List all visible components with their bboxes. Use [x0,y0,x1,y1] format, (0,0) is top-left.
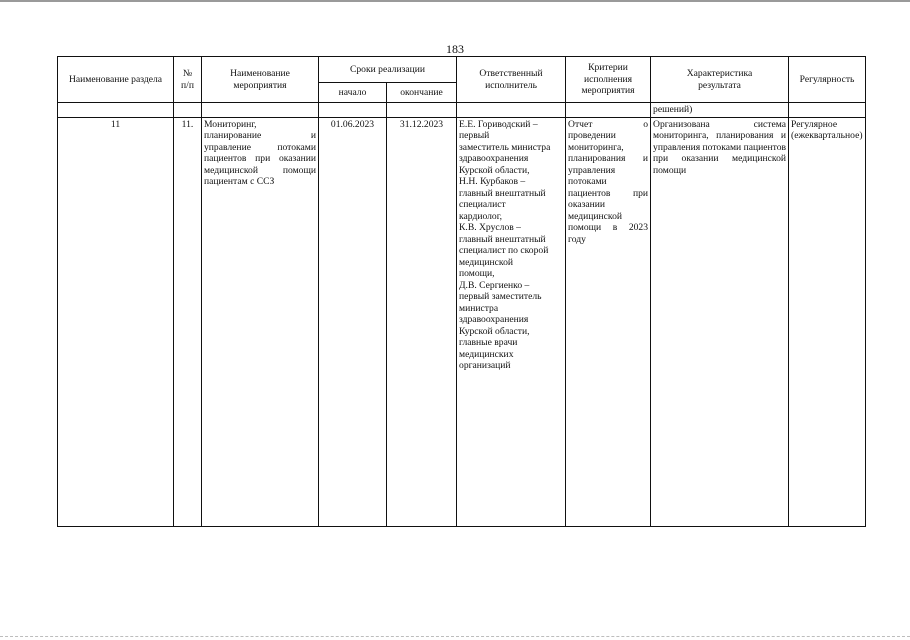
page-number: 183 [446,42,464,56]
header-start: начало [319,83,387,103]
continuation-text: решений) [651,103,789,118]
cell-criteria: Отчет о проведении мониторинга, планирования и управления потоками пациентов при оказании медицинской помощи в 2023 году [566,117,651,526]
header-number: № п/п [174,57,202,103]
cell-regularity: Регулярное (ежеквартальное) [789,117,866,526]
header-responsible: Ответственный исполнитель [457,57,566,103]
cell-end: 31.12.2023 [387,117,457,526]
cell-event: Мониторинг, планирование и управление потоками пациентов при оказании медицинской помощи пациентам с ССЗ [202,117,319,526]
scan-top-border [0,0,910,2]
continuation-row [58,103,866,118]
header-end: окончание [387,83,457,103]
measures-table [57,56,866,527]
cell-number: 11. [174,117,202,526]
table-row [58,117,866,526]
header-section-name: Наименование раздела [58,57,174,103]
cell-section: 11 [58,117,174,526]
cell-responsible: Е.Е. Гориводский – первый заместитель министра здравоохранения Курской области, Н.Н. Курбаков – главный внештатный специалист кардиолог, К.В. Хруслов – главный внештатный специалист по скорой медицинской помощи, Д.В. Сергиенко – первый заместитель министра здравоохранения Курской области, главные врачи медицинских организаций [457,117,566,526]
header-regularity: Регулярность [789,57,866,103]
header-event-name: Наименование мероприятия [202,57,319,103]
header-criteria: Критерии исполнения мероприятия [566,57,651,103]
cell-start: 01.06.2023 [319,117,387,526]
cell-result: Организована система мониторинга, планирования и управления потоками пациентов при оказании медицинской помощи [651,117,789,526]
scan-bottom-border [0,635,910,637]
header-timing-group: Сроки реализации [319,57,457,83]
header-result: Характеристика результата [651,57,789,103]
